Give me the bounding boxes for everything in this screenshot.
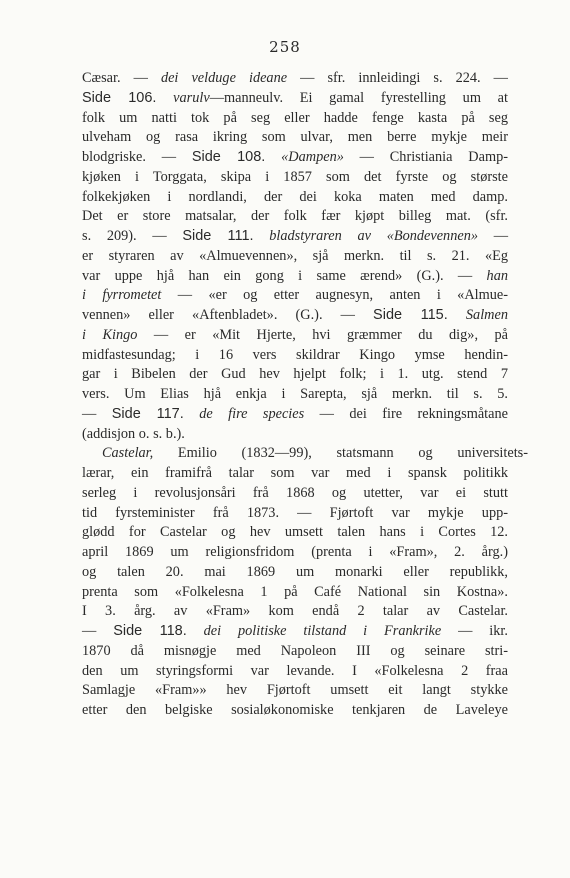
text-line	[82, 602, 508, 622]
text-line	[82, 148, 508, 168]
italic-term: bladstyraren av «Bondevennen»	[269, 228, 478, 244]
text-segment: —	[82, 623, 114, 639]
text-segment: og talen 20. mai 1869 um monarki eller republikk,	[82, 563, 508, 580]
text-line	[82, 227, 508, 247]
text-segment	[184, 406, 199, 422]
text-line	[82, 188, 508, 208]
text-segment: ulveham og rasa ikring som ulvar, men berre mykje meir	[82, 129, 508, 146]
text-segment	[448, 307, 466, 323]
text-line	[82, 89, 508, 109]
italic-term: i fyrrometet	[82, 287, 162, 304]
italic-term: dei politiske tilstand i Frankrike	[203, 623, 442, 639]
text-segment	[156, 90, 173, 106]
text-segment: Det er store matsalar, der folk fær kjøpt billeg mat. (sfr.	[82, 208, 508, 225]
text-segment: gar i Bibelen der Gud hev hjelpt folk; i 1. utg. stend 7	[82, 366, 508, 383]
text-segment: blodgriske. —	[82, 149, 192, 165]
text-segment: — Christiania Damp-	[343, 149, 508, 165]
text-line	[82, 168, 508, 188]
italic-term: Salmen	[465, 307, 508, 323]
text-line	[82, 405, 508, 425]
text-line	[82, 681, 508, 701]
italic-term: varulv	[173, 89, 210, 106]
text-segment: er styraren av «Almuevennen», sjå merkn. til s. 21. «Eg	[82, 247, 508, 264]
text-segment: midfastesundag; i 16 vers skildrar Kingo ymse hendin-	[82, 346, 508, 363]
text-line	[82, 504, 508, 524]
italic-term: i Kingo	[82, 326, 138, 343]
text-segment: — ikr.	[441, 623, 508, 639]
text-segment: tid fyrsteminister frå 1873. — Fjørtoft var mykje upp-	[82, 504, 508, 521]
text-line	[82, 464, 508, 484]
text-segment: vennen» eller «Aftenbladet». (G.). —	[82, 307, 374, 323]
text-segment: den um styringsformi var levande. I «Folkelesna 2 fraa	[82, 662, 508, 679]
text-line	[82, 622, 508, 642]
italic-term: «Dampen»	[281, 149, 344, 165]
text-line	[82, 128, 508, 148]
italic-term: dei velduge ideane	[160, 70, 288, 86]
text-segment: —manneulv. Ei gamal fyrestelling um at	[209, 89, 508, 106]
side-reference: Side 111.	[182, 228, 254, 244]
text-segment: Samlagje «Fram»» hev Fjørtoft umsett eit langt stykke	[82, 682, 508, 699]
text-segment: I 3. årg. av «Fram» kom endå 2 talar av Castelar.	[82, 603, 508, 620]
text-line	[82, 346, 508, 366]
text-segment: — er «Mit Hjerte, hvi græmmer du dig», på	[137, 326, 508, 343]
text-line	[82, 523, 508, 543]
side-reference: Side 115.	[373, 307, 448, 323]
text-line	[82, 306, 508, 326]
text-segment: Emilio (1832—99), statsmann og universitets-	[153, 445, 528, 462]
text-segment: serleg i revolusjonsåri frå 1868 og utetter, var ei stutt	[82, 484, 508, 501]
text-line	[82, 563, 508, 583]
text-line	[82, 69, 508, 89]
text-segment	[265, 149, 281, 165]
text-line	[82, 109, 508, 129]
text-segment	[254, 228, 270, 244]
text-segment: folkekjøken i nordlandi, der dei koka maten med damp.	[82, 188, 508, 205]
italic-term: han	[486, 267, 508, 284]
text-line	[82, 662, 508, 682]
text-segment: — sfr. innleidingi s. 224. —	[287, 70, 508, 86]
body-text	[82, 69, 528, 721]
text-line	[82, 365, 508, 385]
text-line	[82, 247, 508, 267]
text-segment	[187, 623, 204, 639]
text-line	[82, 484, 508, 504]
text-line	[82, 267, 508, 287]
text-line	[82, 326, 508, 346]
text-line	[82, 642, 508, 662]
side-reference: Side 108.	[191, 149, 266, 165]
side-reference: Side 117.	[111, 405, 184, 422]
text-line	[82, 543, 508, 563]
text-segment: 1870 då misnøgje med Napoleon III og seinare stri-	[82, 642, 508, 659]
italic-term: de fire species	[199, 405, 305, 422]
text-segment: — dei fire rekningsmåtane	[304, 405, 508, 422]
text-segment: folk um natti tok på seg eller hadde fenge kasta på seg	[82, 109, 508, 126]
text-line	[82, 583, 508, 603]
text-line	[82, 701, 508, 721]
side-reference: Side 106.	[82, 89, 157, 106]
text-line	[82, 385, 508, 405]
text-segment: prenta som «Folkelesna 1 på Café National sin Kostna».	[82, 583, 508, 600]
text-line	[82, 207, 508, 227]
text-segment: glødd for Castelar og hev umsett talen hans i Cortes 12.	[82, 524, 508, 541]
side-reference: Side 118.	[113, 623, 187, 639]
text-segment: vers. Um Elias hjå enkja i Sarepta, sjå merkn. til s. 5.	[82, 386, 508, 402]
text-line	[82, 425, 508, 445]
text-line	[82, 444, 528, 464]
text-segment: — «er og etter augnesyn, anten i «Almue-	[161, 287, 508, 304]
italic-term: Castelar,	[102, 445, 154, 462]
text-line	[82, 286, 508, 306]
text-segment: —	[82, 405, 112, 422]
text-segment: kjøken i Torggata, skipa i 1857 som det fyrste og største	[82, 168, 508, 185]
text-segment: —	[478, 228, 508, 244]
text-segment: s. 209). —	[82, 228, 183, 244]
text-segment: etter den belgiske sosialøkonomiske tenkjaren de Laveleye	[82, 702, 508, 718]
text-segment: lærar, ein framifrå talar som var med i spansk politikk	[82, 465, 508, 481]
text-segment: april 1869 um religionsfridom (prenta i «Fram», 2. årg.)	[82, 544, 508, 560]
text-segment: (addisjon o. s. b.).	[82, 425, 185, 442]
text-segment: Cæsar. —	[82, 70, 161, 86]
text-segment: var uppe hjå han ein gong i same ærend» (G.). —	[82, 267, 487, 284]
page-number: 258	[269, 38, 301, 56]
